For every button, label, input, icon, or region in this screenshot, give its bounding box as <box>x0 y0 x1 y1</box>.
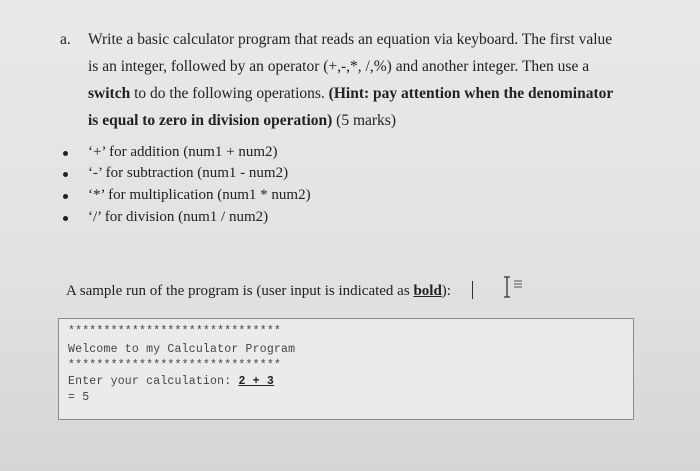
sample-run-console <box>58 318 634 420</box>
result-line: = 5 <box>68 391 90 404</box>
bullet-icon <box>63 194 68 199</box>
prompt-text: Enter your calculation: <box>68 375 239 388</box>
bold-word: bold <box>413 283 442 299</box>
question-label: a. <box>60 31 71 48</box>
sample-prefix: A sample run of the program is (user input is indicated as <box>66 283 414 299</box>
marks-text: (5 marks) <box>332 112 396 129</box>
bullet-item-addition: ‘+’ for addition (num1 + num2) <box>88 144 278 160</box>
sample-suffix: ): <box>441 283 451 299</box>
sample-run-sentence <box>66 283 451 300</box>
stars-line-bottom: ****************************** <box>68 359 282 372</box>
question-line-3 <box>88 85 613 103</box>
bullet-icon <box>63 216 68 221</box>
bullet-icon <box>63 151 68 156</box>
question-line-3-text: to do the following operations. <box>130 85 329 102</box>
stars-line-top: ****************************** <box>68 325 282 338</box>
bullet-item-subtraction: ‘-’ for subtraction (num1 - num2) <box>88 165 289 181</box>
question-line-1: Write a basic calculator program that reads an equation via keyboard. The first value <box>88 31 613 48</box>
text-cursor-icon <box>500 276 530 298</box>
bullet-item-multiplication: ‘*’ for multiplication (num1 * num2) <box>88 187 311 203</box>
question-line-4 <box>88 112 396 130</box>
switch-keyword: switch <box>88 85 131 102</box>
question-line-2: is an integer, followed by an operator (+,-,*, /,%) and another integer. Then use a <box>88 58 590 75</box>
text-caret <box>472 281 473 299</box>
welcome-line: Welcome to my Calculator Program <box>68 343 296 356</box>
prompt-line <box>68 375 274 388</box>
user-input: 2 + 3 <box>238 375 274 388</box>
bullet-item-division: ‘/’ for division (num1 / num2) <box>88 209 269 225</box>
hint-text-continued: is equal to zero in division operation) <box>88 112 333 129</box>
hint-text: (Hint: pay attention when the denominator <box>328 85 614 102</box>
bullet-icon <box>63 172 68 177</box>
